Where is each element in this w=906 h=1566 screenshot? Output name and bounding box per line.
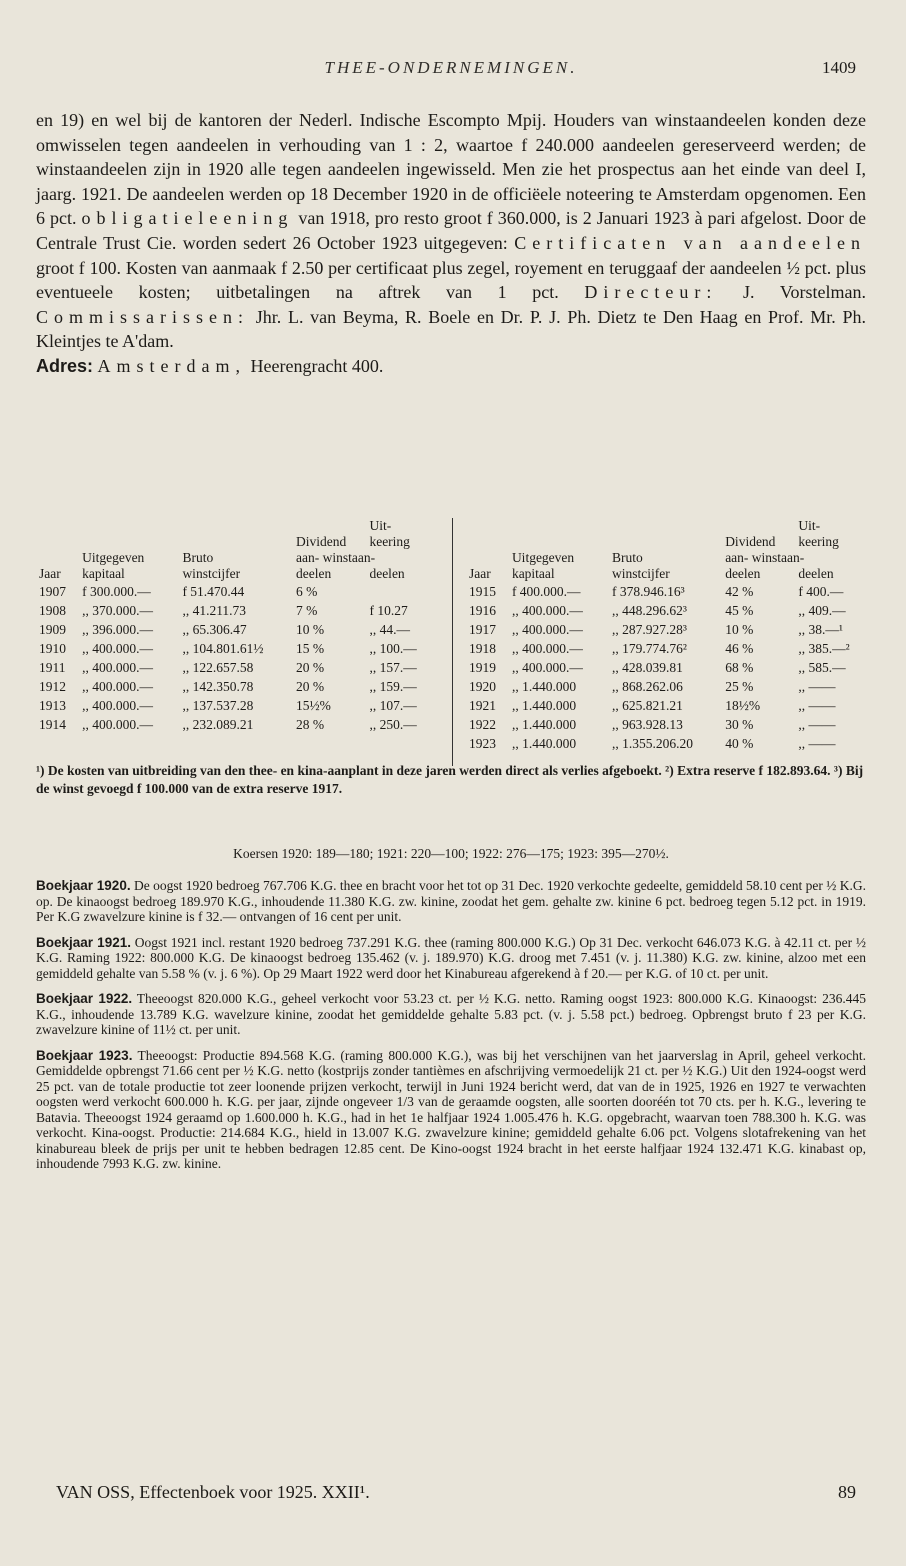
cell-jaar: 1916	[469, 603, 496, 618]
boekjaar-text: Theeoogst 820.000 K.G., geheel verkocht voor 53.23 ct. per ½ K.G. netto. Raming oogst 1923: 800.000 K.G. Kinaoogst: 236.445 K.G., inhoudende 13.789 K.G. wavelzure kinine, zoodat het gemiddelde gehalte 5.83 pct. (v. j. 5.58 pct.) bedroeg. Opbrengst bruto f 23 per K.G. zwavelzure kinine of 11½ ct. per unit.	[36, 991, 866, 1037]
cell-uit: ,, 409.—	[798, 603, 846, 618]
cell-bruto: ,, 428.039.81	[611, 660, 683, 675]
directeur-label: Directeur:	[584, 282, 718, 303]
hdr-keering: keering	[798, 534, 839, 549]
cell-jaar: 1912	[39, 679, 66, 694]
cell-jaar: 1908	[39, 603, 66, 618]
boekjaar-text: De oogst 1920 bedroeg 767.706 K.G. thee en bracht voor het tot op 31 Dec. 1920 verkochte gedeelte, gemiddeld 58.10 cent per ½ K.G. op. De kinaoogst bedroeg 189.970 K.G., inhoudende 11.380 K.G. zw. kinine, zoodat het gem. gehalte zw. kinine 6 pct. bedroeg tegen 5.12 pct. in 1919. Per K.G zwavelzure kinine is f 32.— ontvangen of 16 cent per unit.	[36, 878, 866, 924]
cell-jaar: 1910	[39, 641, 66, 656]
cell-uit	[366, 582, 436, 601]
hdr-bruto: Bruto	[611, 550, 643, 565]
cell-div: 10 %	[725, 622, 754, 637]
cell-bruto: ,, 137.537.28	[182, 698, 254, 713]
boekjaar-1920	[36, 878, 866, 925]
hdr-bruto: Bruto	[182, 550, 214, 565]
cell-bruto: ,, 868.262.06	[611, 679, 683, 694]
intro-text-1: en 19) en wel bij de kantoren der Nederl. Indische Escompto Mpij. Houders van winstaandeelen konden deze omwisselen tegen aandeelen in verhouding van 1 : 2, waartoe f 240.000 aandeelen gereserveerd werden; de winstaandeelen zijn in 1920 alle tegen aandeelen ingewisseld. Men zie het prospectus aan het einde van deel I, jaarg. 1921. De aandeelen werden op 18 December 1920 in de officiëele noteering te Amsterdam opgenomen. Een 6 pct.	[36, 110, 866, 229]
table-row	[466, 620, 870, 639]
table-row	[36, 696, 436, 715]
cell-div: 20 %	[296, 660, 325, 675]
cell-uit: ,, ——	[798, 698, 836, 713]
hdr-dividend: Dividend	[725, 534, 776, 549]
cell-jaar: 1911	[39, 660, 66, 675]
column-divider	[452, 518, 453, 766]
cell-uit: f 10.27	[369, 603, 408, 618]
cell-uit: ,, 44.—	[369, 622, 410, 637]
boekjaar-label: Boekjaar 1923.	[36, 1047, 133, 1063]
cell-kap: ,, 1.440.000	[511, 698, 577, 713]
cell-div: 28 %	[296, 717, 325, 732]
table-row	[36, 582, 436, 601]
cell-div: 6 %	[296, 584, 318, 599]
cell-jaar: 1915	[469, 584, 496, 599]
cell-uit: ,, ——	[798, 679, 836, 694]
cell-bruto: ,, 142.350.78	[182, 679, 254, 694]
cell-uit: f 400.—	[798, 584, 844, 599]
cell-bruto: ,, 625.821.21	[611, 698, 683, 713]
running-title: THEE-ONDERNEMINGEN.	[324, 58, 578, 77]
cell-kap: ,, 400.000.—	[511, 660, 583, 675]
table-row	[36, 715, 436, 734]
cell-jaar: 1907	[39, 584, 66, 599]
cell-div: 46 %	[725, 641, 754, 656]
hdr-deelen: deelen	[369, 566, 405, 581]
cell-kap: f 300.000.—	[82, 584, 151, 599]
page-number: 1409	[822, 58, 856, 77]
hdr-uit: Uit-	[369, 518, 392, 533]
cell-div: 30 %	[725, 717, 754, 732]
table-row	[466, 639, 870, 658]
boekjaar-label: Boekjaar 1920.	[36, 878, 131, 893]
cell-div: 42 %	[725, 584, 754, 599]
cell-uit: ,, 250.—	[369, 717, 417, 732]
koersen-line: Koersen 1920: 189—180; 1921: 220—100; 1922: 276—175; 1923: 395—270½.	[233, 846, 669, 861]
table-footnote: ¹) De kosten van uitbreiding van den thee- en kina-aanplant in deze jaren werden direct als verlies afgeboekt. ²) Extra reserve f 182.893.64. ³) Bij de winst gevoegd f 100.000 van de extra reserve 1917.	[36, 763, 864, 796]
hdr-deelen: deelen	[296, 566, 332, 581]
commissarissen-label: Commissarissen:	[36, 306, 250, 327]
cell-kap: ,, 400.000.—	[82, 641, 153, 656]
cell-div: 10 %	[296, 622, 325, 637]
hdr-kapitaal: kapitaal	[511, 566, 555, 581]
cell-bruto: ,, 122.657.58	[182, 660, 254, 675]
hdr-winstcijfer: winstcijfer	[611, 566, 670, 581]
cell-kap: ,, 400.000.—	[511, 641, 583, 656]
cell-bruto: ,, 448.296.62³	[611, 603, 687, 618]
cell-kap: ,, 400.000.—	[82, 717, 153, 732]
cell-jaar: 1913	[39, 698, 66, 713]
cell-uit: ,, 107.—	[369, 698, 417, 713]
cell-kap: f 400.000.—	[511, 584, 581, 599]
cell-bruto: ,, 232.089.21	[182, 717, 254, 732]
intro-text-5: Jhr. L. van Beyma, R. Boele en Dr. P. J. Ph. Dietz te Den Haag en Prof. Mr. Ph. Kleintjes te A'dam.	[36, 306, 866, 352]
cell-div: 7 %	[296, 603, 318, 618]
boekjaar-1921	[36, 935, 866, 982]
hdr-winstcijfer: winstcijfer	[182, 566, 241, 581]
footer-page-number: 89	[838, 1482, 856, 1502]
cell-kap: ,, 400.000.—	[82, 679, 153, 694]
adres-city: Amsterdam,	[97, 355, 246, 376]
intro-paragraph	[36, 108, 866, 379]
hdr-uitgegeven: Uitgegeven	[511, 550, 575, 565]
table-row	[466, 715, 870, 734]
cell-kap: ,, 1.440.000	[511, 717, 577, 732]
table-row	[466, 601, 870, 620]
adres-label: Adres:	[36, 355, 94, 376]
hdr-deelen: deelen	[725, 566, 761, 581]
cell-kap: ,, 370.000.—	[82, 603, 153, 618]
obligatieleening-term: obligatieleening	[81, 208, 294, 229]
table-row	[36, 620, 436, 639]
cell-uit: ,, 159.—	[369, 679, 417, 694]
intro-text-2: van 1918, pro resto groot f 360.000, is 2 Januari 1923 à pari afgelost. Door de Centrale Trust Cie. worden sedert 26 October 1923 uitgegeven:	[36, 208, 866, 253]
certificaten-term: Certificaten van aandeelen	[514, 232, 866, 253]
dividend-table-left	[36, 518, 436, 734]
hdr-uit: Uit-	[798, 518, 821, 533]
cell-bruto: f 51.470.44	[182, 584, 245, 599]
cell-jaar: 1923	[469, 736, 496, 751]
boekjaar-1922	[36, 991, 866, 1038]
cell-jaar: 1917	[469, 622, 496, 637]
cell-bruto: ,, 104.801.61½	[182, 641, 264, 656]
cell-uit: ,, 38.—¹	[798, 622, 843, 637]
boekjaar-text: Theeoogst: Productie 894.568 K.G. (raming 800.000 K.G.), was bij het verschijnen van het jaarverslag in April, geheel verkocht. Gemiddelde opbrengst 71.66 cent per ½ K.G. netto (kostprijs zonder tantièmes en afschrijving vermoedelijk 21 ct. per ½ K.G.) Uit den 1924-oogst werd 25 pct. van de totale productie tot zeer loonende prijzen verkocht, terwijl in Juni 1924 bericht werd, dat van de in 1925, 1926 en 1927 te verwachten oogsten werd verkocht 600.000 h. K.G. per jaar, zijnde ongeveer 1/3 van de geraamde oogsten, alle soorten dooréén tot 70 cts. per h. K.G., levering te Batavia. Theeoogst 1924 geraamd op 1.600.000 h. K.G., had in het 1e halfjaar 1924 1.005.476 h. K.G. opgebracht, waarvan toen 788.300 h. K.G. was verkocht. Kina-oogst. Productie: 214.684 K.G., hield in 13.007 K.G. zwavelzure kinine; gemiddeld gehalte 6.06 pct. Volgens slotafrekening van het kinabureau bleek de prijs per unit te hebben bedragen 12.85 cent. De Kino-oogst 1924 bracht in het eerste halfjaar 1924 132.471 K.G. kinabast op, inhoudende 7993 K.G. zw. kinine.	[36, 1047, 866, 1171]
cell-kap: ,, 400.000.—	[511, 622, 583, 637]
cell-kap: ,, 400.000.—	[82, 698, 153, 713]
cell-uit: ,, ——	[798, 717, 836, 732]
running-header	[36, 58, 866, 84]
cell-bruto: ,, 287.927.28³	[611, 622, 687, 637]
hdr-kapitaal: kapitaal	[82, 566, 125, 581]
table-row	[36, 639, 436, 658]
table-row	[36, 658, 436, 677]
dividend-tables	[36, 518, 866, 760]
cell-jaar: 1920	[469, 679, 496, 694]
cell-div: 15 %	[296, 641, 325, 656]
table-row	[466, 734, 870, 753]
hdr-keering: keering	[369, 534, 410, 549]
boekjaar-section	[36, 878, 866, 1182]
hdr-deelen: deelen	[798, 566, 834, 581]
cell-jaar: 1919	[469, 660, 496, 675]
boekjaar-label: Boekjaar 1921.	[36, 934, 131, 950]
hdr-jaar: Jaar	[469, 566, 491, 581]
cell-jaar: 1909	[39, 622, 66, 637]
cell-div: 20 %	[296, 679, 325, 694]
cell-bruto: f 378.946.16³	[611, 584, 685, 599]
table-row	[466, 658, 870, 677]
boekjaar-label: Boekjaar 1922.	[36, 991, 133, 1006]
cell-kap: ,, 400.000.—	[82, 660, 153, 675]
cell-bruto: ,, 1.355.206.20	[611, 736, 693, 751]
cell-div: 68 %	[725, 660, 754, 675]
cell-jaar: 1914	[39, 717, 66, 732]
cell-div: 25 %	[725, 679, 754, 694]
cell-kap: ,, 1.440.000	[511, 679, 577, 694]
footer-source: VAN OSS, Effectenboek voor 1925. XXII¹.	[56, 1482, 370, 1502]
table-row	[466, 696, 870, 715]
table-row	[36, 601, 436, 620]
cell-jaar: 1918	[469, 641, 496, 656]
adres-street: Heerengracht 400.	[246, 355, 384, 376]
cell-div: 45 %	[725, 603, 754, 618]
hdr-aan-winstaan: aan- winstaan-	[725, 550, 805, 565]
cell-kap: ,, 400.000.—	[511, 603, 583, 618]
cell-uit: ,, 385.—²	[798, 641, 850, 656]
hdr-uitgegeven: Uitgegeven	[82, 550, 145, 565]
cell-kap: ,, 396.000.—	[82, 622, 153, 637]
cell-uit: ,, ——	[798, 736, 836, 751]
cell-jaar: 1922	[469, 717, 496, 732]
cell-bruto: ,, 41.211.73	[182, 603, 247, 618]
cell-bruto: ,, 963.928.13	[611, 717, 683, 732]
cell-uit: ,, 100.—	[369, 641, 417, 656]
intro-text-3: groot f 100. Kosten van aanmaak f 2.50 per certificaat plus zegel, royement en teruggaaf der aandeelen ½ pct. plus eventueele kosten; uitbetalingen na aftrek van 1 pct.	[36, 257, 866, 303]
cell-div: 18½%	[725, 698, 761, 713]
table-row	[466, 677, 870, 696]
table-row	[36, 677, 436, 696]
cell-uit: ,, 585.—	[798, 660, 846, 675]
cell-jaar: 1921	[469, 698, 496, 713]
intro-text-4: J. Vorstelman.	[717, 282, 866, 303]
hdr-dividend: Dividend	[296, 534, 347, 549]
cell-uit: ,, 157.—	[369, 660, 417, 675]
cell-div: 15½%	[296, 698, 331, 713]
cell-kap: ,, 1.440.000	[511, 736, 577, 751]
cell-div: 40 %	[725, 736, 754, 751]
cell-bruto: ,, 179.774.76²	[611, 641, 687, 656]
hdr-jaar: Jaar	[39, 566, 61, 581]
table-row	[466, 582, 870, 601]
cell-bruto: ,, 65.306.47	[182, 622, 247, 637]
dividend-table-right	[466, 518, 870, 753]
boekjaar-text: Oogst 1921 incl. restant 1920 bedroeg 737.291 K.G. thee (raming 800.000 K.G.) Op 31 Dec. verkocht 646.073 K.G. à 42.11 ct. per ½ K.G. Raming 1922: 800.000 K.G. De kinaoogst bedroeg 135.462 (v. j. 189.970) K.G. droog met 7.451 (v. j. 11.380) K.G. zw. kinine, alzoo met een gemiddeld gehalte van 5.58 % (v. j. 6 %). Op 29 Maart 1922 werd door het Kinabureau afgerekend à f 20.— per K.G. of 10 ct. per unit.	[36, 934, 866, 981]
hdr-aan-winstaan: aan- winstaan-	[296, 550, 376, 565]
boekjaar-1923	[36, 1048, 866, 1172]
